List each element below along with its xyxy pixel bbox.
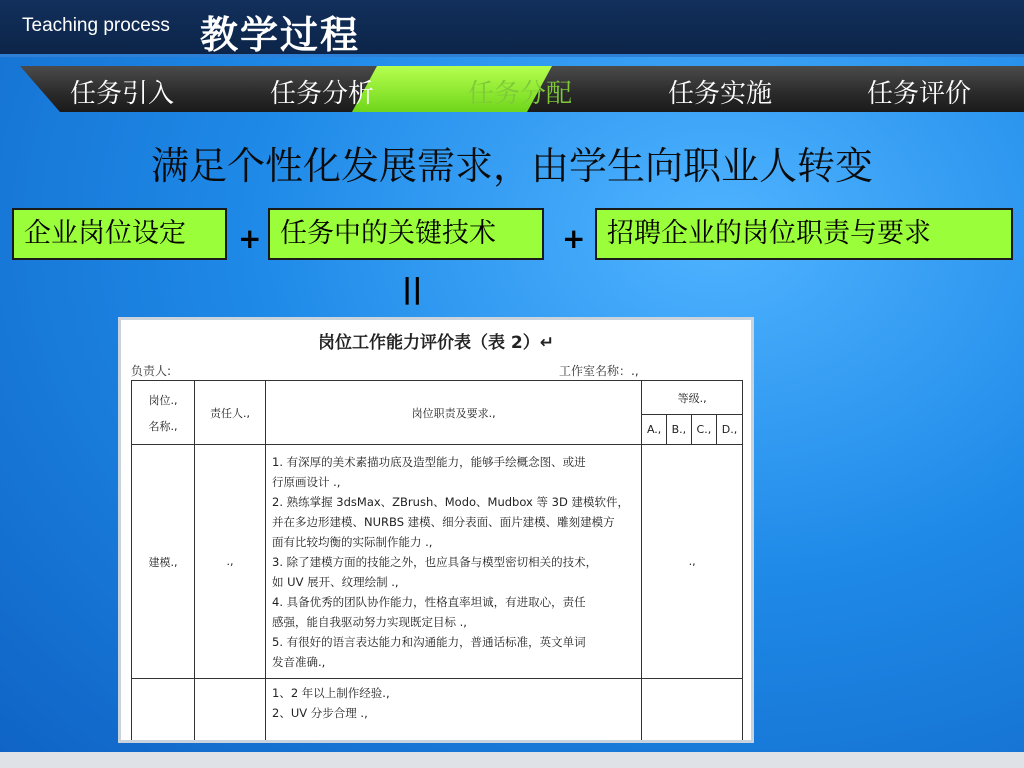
table-header-row [132, 381, 743, 415]
tab-task-evaluation[interactable]: 任务评价 [867, 79, 972, 109]
row-requirements: 1、2 年以上制作经验., 2、UV 分步合理 ., [266, 679, 642, 744]
english-title: Teaching process [22, 15, 170, 36]
header-grade: 等级., [642, 381, 743, 415]
plus-sign-2: + [562, 222, 586, 255]
grade-d: D., [716, 415, 742, 445]
owner-label: 负责人: [131, 364, 172, 378]
grade-c: C., [691, 415, 716, 445]
box-key-technology: 任务中的关键技术 [268, 208, 544, 260]
grade-b: B., [666, 415, 691, 445]
form-title: 岗位工作能力评价表（表 2）↵ [318, 333, 554, 353]
box-recruitment-requirements: 招聘企业的岗位职责与要求 [595, 208, 1013, 260]
chinese-title: 教学过程 [200, 12, 361, 57]
row-person [195, 679, 266, 744]
row-post [132, 679, 195, 744]
footer-bar [0, 752, 1024, 768]
slide-headline: 满足个性化发展需求，由学生向职业人转变 [150, 144, 873, 188]
table-row [132, 445, 743, 679]
equals-sign: || [402, 272, 423, 305]
row-grade [642, 679, 743, 744]
header-person: 责任人., [195, 381, 266, 445]
header-post: 岗位., 名称., [132, 381, 195, 445]
row-post: 建模., [132, 445, 195, 679]
grade-a: A., [642, 415, 667, 445]
tab-task-analysis[interactable]: 任务分析 [270, 79, 375, 109]
evaluation-form-image [118, 317, 754, 743]
evaluation-table [131, 380, 743, 743]
title-bar [0, 0, 1024, 57]
table-row [132, 679, 743, 744]
studio-label: 工作室名称：., [559, 364, 639, 378]
tab-task-assignment[interactable]: 任务分配 [468, 79, 573, 109]
tab-task-implementation[interactable]: 任务实施 [668, 79, 773, 109]
row-person: ., [195, 445, 266, 679]
row-requirements: 1. 有深厚的美术素描功底及造型能力，能够手绘概念图、或进 行原画设计 ., 2. 熟练掌握 3dsMax、ZBrush、Modo、Mudbox 等 3D 建模软件， 并在多边形建模、NURBS 建模、细分表面、面片建模、雕刻建模方 面有比较均衡的实际制作能力 ., 3. 除了建模方面的技能之外，也应具备与模型密切相关的技术， 如 UV 展开、纹理绘制 ., 4. 具备优秀的团队协作能力，性格直率坦诚，有进取心，责任 感强，能自我驱动努力实现既定目标 ., 5. 有很好的语言表达能力和沟通能力，普通话标准，英文单词 发音准确., [266, 445, 642, 679]
row-grade: ., [642, 445, 743, 679]
plus-sign-1: + [238, 222, 262, 255]
tab-task-intro[interactable]: 任务引入 [70, 79, 175, 109]
box-job-setting: 企业岗位设定 [12, 208, 227, 260]
header-duty: 岗位职责及要求., [266, 381, 642, 445]
